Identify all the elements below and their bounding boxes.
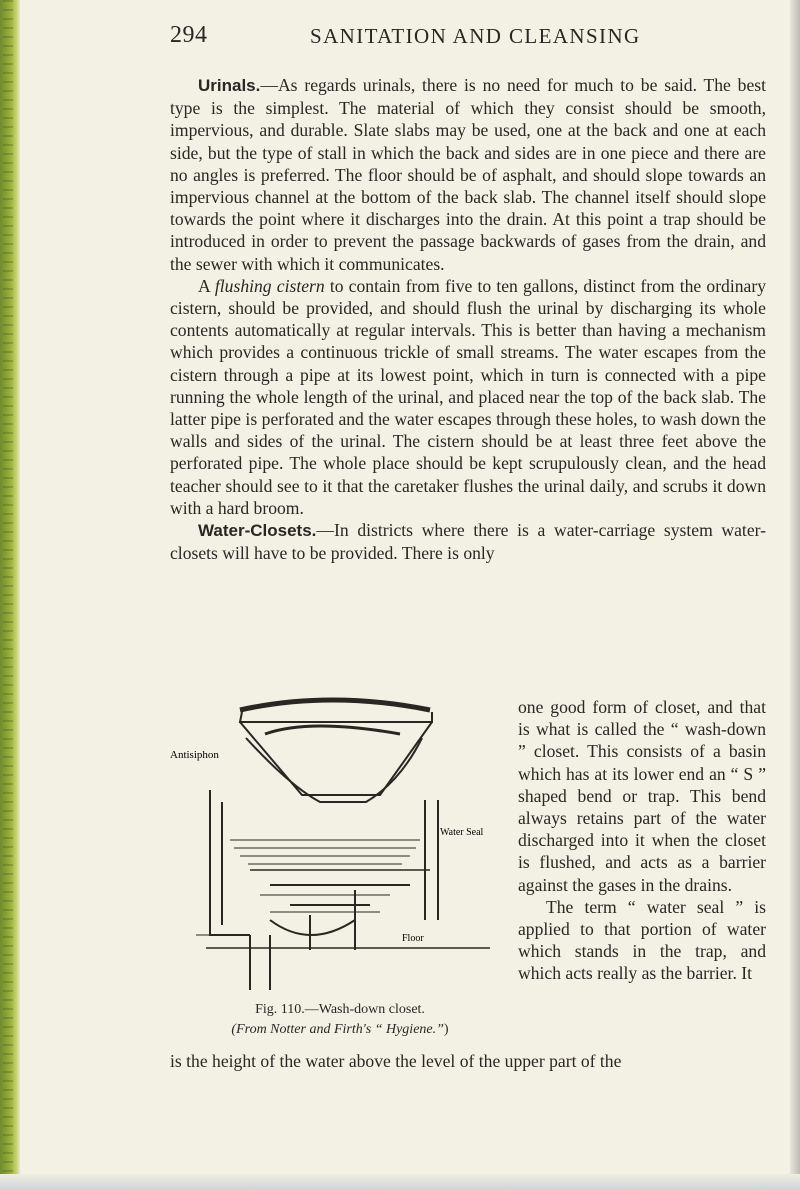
paragraph-urinals [170, 74, 766, 275]
water-hatching [196, 840, 420, 935]
cistern-prefix: A [198, 275, 215, 296]
water-seal-label: Water Seal [440, 827, 484, 838]
page-bottom-edge [0, 1174, 800, 1190]
caption-source-italic: “ Hygiene.” [374, 1022, 444, 1037]
caption-title: Fig. 110.—Wash-down closet. [255, 1002, 425, 1017]
running-head [170, 22, 730, 56]
book-binding-edge [0, 0, 20, 1190]
antisiphon-label: Antisiphon [170, 749, 219, 761]
urinals-body: —As regards urinals, there is no need for much to be said. The best type is the simplest. The material of which they consist should be smooth, impervious, and durable. Slate slabs may be used, one at the back and one at each side, but the type of stall in which the back and sides are in one piece and there are no angles is preferred. The floor should be of asphalt, and should slope towards an impervious channel at the bottom of the back slab. The channel itself should slope towards the point where it discharges into the drain. At this point a trap should be introduced in order to prevent the passage backwards of gases from the drain, and the sewer with which it communicates. [170, 75, 766, 274]
caption-source [170, 1020, 510, 1040]
page-number: 294 [170, 22, 208, 48]
final-line: is the height of the water above the level of the upper part of the [170, 1051, 622, 1071]
right-column-text [518, 696, 766, 985]
cistern-italic: flushing cistern [214, 275, 325, 296]
caption-source-suffix: ) [443, 1022, 449, 1037]
figure-caption [170, 1000, 510, 1040]
closet-outline [206, 700, 490, 990]
binding-texture [3, 0, 13, 1190]
caption-source-prefix: (From Notter and Firth's [231, 1022, 372, 1037]
paragraph-flushing-cistern [170, 275, 766, 519]
water-closets-body: —In districts where there is a water-carriage system water-closets will have to be provided. There is only [170, 520, 766, 564]
paragraph-water-closets [170, 519, 766, 564]
section-lead-water-closets: Water-Closets. [198, 521, 317, 541]
column-paragraph-water-seal [518, 896, 766, 985]
column-paragraph: one good form of closet, and that is what is called the “ wash-down ” closet. This consists of a basin which has at its lower end an “ S ” shaped bend or trap. This bend always retains part of the water discharged into it when the closet is flushed, and acts as a barrier against the gases in the drains. [518, 697, 766, 895]
header-title: SANITATION AND CLEANSING [310, 24, 641, 48]
wash-down-closet-diagram [170, 690, 510, 990]
section-lead-urinals: Urinals. [198, 76, 261, 95]
floor-label: Floor [402, 933, 424, 944]
page-right-edge [790, 0, 800, 1190]
water-seal-text: The term “ water seal ” is applied to that portion of water which stands in the trap, and which acts really as the barrier. It [518, 896, 766, 984]
body-text [170, 74, 766, 564]
cistern-body: to contain from five to ten gallons, distinct from the ordinary cistern, should be provided, and should flush the urinal by discharging its whole contents automatically at regular intervals. This is better than having a mechanism which provides a continuous trickle of small streams. The water escapes from the cistern through a pipe at its lowest point, which in turn is connected with a pipe running the whole length of the urinal, and placed near the top of the back slab. The latter pipe is perforated and the water escapes through these holes, to wash down the walls and sides of the urinal. The cistern should be at least three feet above the perforated pipe. The whole place should be kept scrupulously clean, and the head teacher should see to it that the caretaker flushes the urinal daily, and scrubs it down with a hard broom. [170, 275, 766, 518]
